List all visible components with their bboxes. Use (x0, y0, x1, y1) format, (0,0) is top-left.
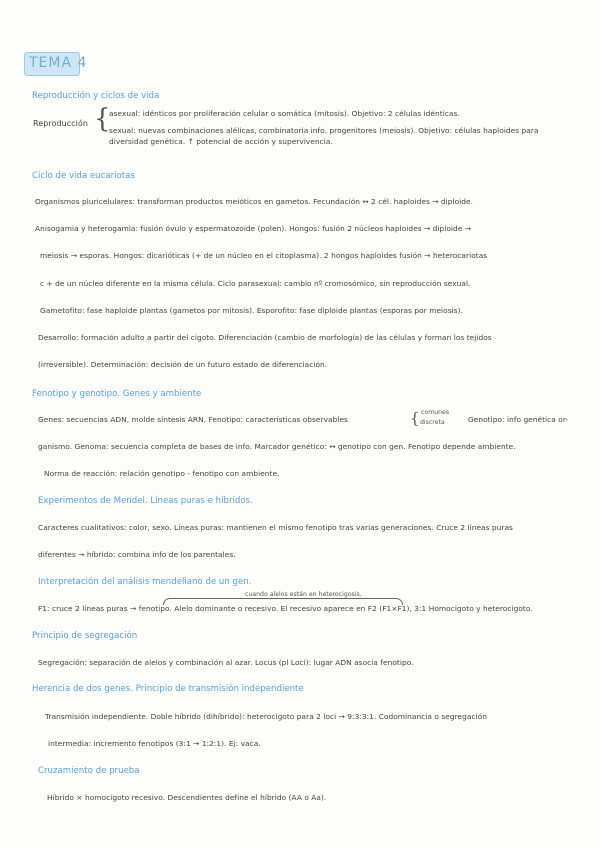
ciclo-line-5: Gametofito: fase haploide plantas (gametos por mitosis). Esporofito: fase diploide plantas (esporas por meiosis). (40, 306, 463, 315)
heading-fenotipo: Fenotipo y genotipo. Genes y ambiente (32, 389, 202, 399)
heading-herencia: Herencia de dos genes. Principio de transmisión independiente (32, 684, 304, 694)
ciclo-line-4: c + de un núcleo diferente en la misma célula. Ciclo parasexual: cambio nº cromosómico, sin reproducción sexual. (40, 279, 471, 288)
title-highlight (24, 52, 88, 76)
fenotipo-line-1a: Genes: secuencias ADN, molde síntesis ARN. Fenotipo: características observables (38, 415, 348, 424)
ciclo-line-6: Desarrollo: formación adulto a partir del cigoto. Diferenciación (cambio de morfología) de las células y forman los tejidos (38, 333, 492, 342)
heading-experimentos: Experimentos de Mendel. Líneas puras e híbridos. (38, 496, 253, 506)
experimentos-line-2: diferentes → híbrido: combina info de los parentales. (38, 550, 236, 559)
heading-segregacion: Principio de segregación (32, 631, 138, 641)
gloss-comunes: comunes (421, 409, 450, 416)
reproduccion-sexual: sexual: nuevas combinaciones alélicas, combinatoria info. progenitores (meiosis). Objetivo: células haploides para (109, 126, 539, 135)
reproduccion-asexual: asexual: idénticos por proliferación celular o somática (mitosis). Objetivo: 2 células idénticas. (109, 109, 460, 118)
experimentos-line-1: Caracteres cualitativos: color, sexo. Líneas puras: mantienen el mismo fenotipo tras varias generaciones. Cruce 2 líneas puras (38, 523, 513, 532)
ciclo-line-7: (irreversible). Determinación: decisión de un futuro estado de diferenciación. (38, 360, 328, 369)
interpretacion-line-1: F1: cruce 2 líneas puras → fenotipo. Alelo dominante o recesivo. El recesivo aparece en F2 (F1×F1), 3:1 Homocigoto y heterocigoto. (38, 604, 533, 613)
arc-note: cuando alelos están en heterocigosis. (245, 591, 362, 598)
heading-interpretacion: Interpretación del análisis mendeliano de un gen. (38, 577, 252, 587)
heading-cruzamiento: Cruzamiento de prueba (38, 766, 140, 776)
fenotipo-line-3: Norma de reacción: relación genotipo - fenotipo con ambiente. (44, 469, 280, 478)
ciclo-line-3: meiosis → esporas. Hongos: dicarióticas (+ de un núcleo en el citoplasma). 2 hongos haploides fusión → heterocariotas (40, 251, 488, 260)
gloss-discreta: discreta (420, 419, 445, 426)
ciclo-line-2: Anisogamia y heterogamia: fusión óvulo y espermatozoide (polen). Hongos: fusión 2 núcleos haploides → diploide → (35, 224, 471, 233)
reproduccion-sexual-cont: diversidad genética. ↑ potencial de acción y supervivencia. (109, 137, 333, 146)
heading-ciclo: Ciclo de vida eucariotas (32, 171, 135, 181)
herencia-line-1: Transmisión independiente. Doble híbrido (dihíbrido): heterocigoto para 2 loci → 9:3:3:1. Codominancia o segregación (45, 712, 487, 721)
brace-fenotipo: { (410, 409, 420, 427)
segregacion-line-1: Segregación: separación de alelos y combinación al azar. Locus (pl Loci): lugar ADN asocia fenotipo. (38, 658, 414, 667)
fenotipo-line-1b: Genotipo: info genética or- (468, 415, 569, 424)
fenotipo-line-2: ganismo. Genoma: secuencia completa de bases de info. Marcador genético: ↔ genotipo con gen. Fenotipo depende ambiente. (38, 442, 516, 451)
label-reproduccion: Reproducción (33, 119, 88, 128)
herencia-line-2: intermedia: incremento fenotipos (3:1 → 1:2:1). Ej: vaca. (48, 739, 261, 748)
page-title: TEMA 4 (29, 55, 88, 71)
cruzamiento-line-1: Híbrido × homocigoto recesivo. Descendientes define el híbrido (AA o Aa). (47, 793, 327, 802)
ciclo-line-1: Organismos pluricelulares: transforman productos meióticos en gametos. Fecundación ↔ 2 cél. haploides → diploide. (35, 197, 474, 206)
brace-reproduccion: { (94, 104, 111, 134)
heading-reproduccion: Reproducción y ciclos de vida (32, 91, 160, 101)
